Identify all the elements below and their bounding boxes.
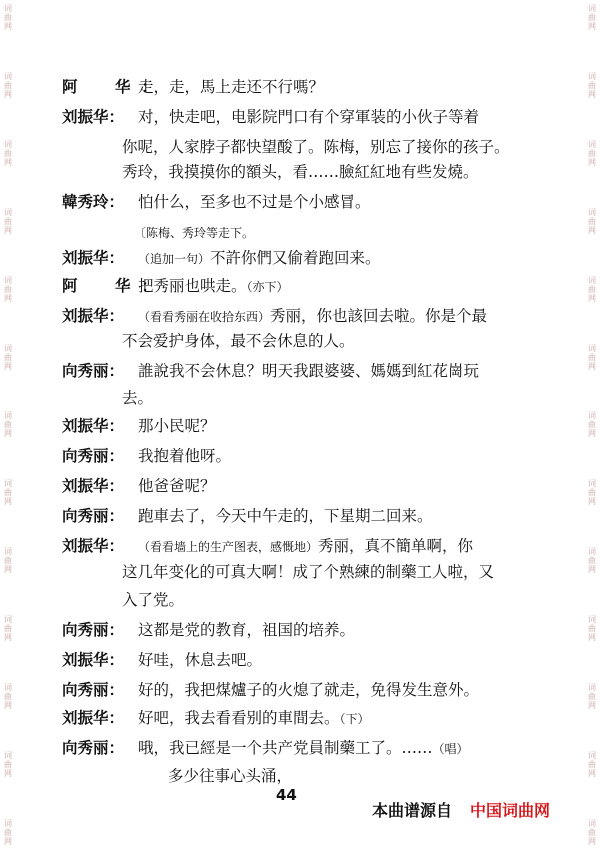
watermark-char: 词 — [588, 479, 596, 489]
watermark-char: 曲 — [4, 148, 12, 158]
continuation-line: 入了党。 — [122, 591, 185, 609]
line-text: 我抱着他呀。 — [138, 447, 232, 465]
watermark-char: 曲 — [588, 420, 596, 430]
continuation-line: 不会爱护身体，最不会休息的人。 — [122, 332, 355, 350]
watermark-char: 网 — [4, 225, 12, 235]
watermark-char: 词 — [4, 615, 12, 625]
watermark-char: 曲 — [4, 352, 12, 362]
watermark-right-column — [585, 0, 599, 850]
watermark-char: 网 — [4, 633, 12, 643]
watermark-char: 网 — [4, 565, 12, 575]
watermark-char: 曲 — [588, 13, 596, 22]
watermark-char: 词 — [4, 139, 12, 149]
watermark-char: 曲 — [588, 216, 596, 226]
watermark-mark — [585, 819, 599, 846]
line-text: 秀丽，真不簡单啊，你 — [318, 537, 474, 555]
watermark-char: 词 — [588, 411, 596, 421]
line-text: 那小民呢？ — [138, 417, 216, 435]
watermark-char: 网 — [588, 768, 596, 778]
continuation-line: 去。 — [122, 389, 154, 407]
dialogue-line — [62, 361, 479, 381]
watermark-char: 网 — [4, 836, 12, 846]
watermark-char: 曲 — [588, 284, 596, 294]
watermark-char: 词 — [588, 683, 596, 693]
speaker-name: 向秀丽： — [62, 361, 125, 380]
speaker-name: 韓秀玲： — [62, 192, 125, 211]
dialogue-line — [62, 708, 370, 729]
watermark-char: 词 — [4, 818, 12, 828]
watermark-mark — [585, 276, 599, 303]
source-credit — [372, 798, 550, 821]
line-text: 哦，我已經是一个共产党員制藥工了。…… — [138, 739, 433, 757]
watermark-char: 网 — [4, 497, 12, 507]
continuation-line: 你呢，人家脖子都快望酸了。陈梅，别忘了接你的孩子。 — [122, 138, 510, 156]
line-text: 好吧，我去看看别的車間去。 — [138, 709, 340, 727]
line-text: 把秀丽也哄走。 — [138, 277, 247, 295]
line-text: 好哇，休息去吧。 — [138, 651, 263, 669]
watermark-char: 词 — [4, 71, 12, 81]
watermark-mark — [1, 615, 15, 642]
watermark-char: 网 — [4, 157, 12, 167]
watermark-char: 词 — [588, 750, 596, 760]
line-text: 好的，我把煤爐子的火熄了就走，免得发生意外。 — [138, 681, 480, 699]
watermark-mark — [1, 411, 15, 438]
watermark-mark — [1, 4, 15, 31]
watermark-mark — [585, 208, 599, 235]
stage-direction: （唱） — [432, 742, 469, 756]
watermark-char: 词 — [4, 207, 12, 217]
watermark-mark — [585, 751, 599, 778]
watermark-char: 曲 — [4, 556, 12, 566]
watermark-char: 词 — [4, 343, 12, 353]
watermark-char: 曲 — [588, 352, 596, 362]
watermark-char: 词 — [588, 615, 596, 625]
dialogue-line — [62, 446, 231, 466]
watermark-mark — [1, 819, 15, 846]
watermark-char: 词 — [4, 750, 12, 760]
line-text: 怕什么，至多也不过是个小感冒。 — [138, 193, 371, 211]
watermark-char: 网 — [588, 157, 596, 167]
source-label: 本曲谱源自 — [372, 801, 453, 820]
watermark-mark — [585, 547, 599, 574]
speaker-name: 刘振华： — [62, 306, 125, 325]
watermark-char: 曲 — [588, 692, 596, 702]
speaker-name: 向秀丽： — [62, 738, 125, 757]
watermark-mark — [1, 547, 15, 574]
speaker-name: 向秀丽： — [62, 680, 125, 699]
dialogue-line — [62, 276, 289, 297]
watermark-char: 网 — [588, 633, 596, 643]
watermark-char: 网 — [4, 701, 12, 711]
dialogue-line — [62, 306, 487, 327]
watermark-char: 网 — [588, 565, 596, 575]
watermark-mark — [1, 276, 15, 303]
stage-direction-line: 〔陈梅、秀玲等走下。 — [134, 226, 255, 240]
line-text: 跑車去了，今天中午走的，下星期二回来。 — [138, 507, 433, 525]
dialogue-line — [62, 680, 479, 700]
watermark-left-column — [1, 0, 15, 850]
watermark-char: 网 — [4, 768, 12, 778]
watermark-mark — [1, 683, 15, 710]
dialogue-line — [62, 77, 324, 97]
watermark-char: 曲 — [588, 148, 596, 158]
watermark-char: 网 — [4, 22, 12, 31]
watermark-char: 网 — [588, 89, 596, 99]
watermark-char: 网 — [588, 293, 596, 303]
watermark-char: 曲 — [588, 759, 596, 769]
watermark-mark — [585, 72, 599, 99]
speaker-name: 刘振华： — [62, 476, 125, 495]
lyric-line: 多少往事心头涌， — [168, 767, 293, 785]
watermark-mark — [585, 615, 599, 642]
dialogue-line — [62, 416, 216, 436]
speaker-name: 向秀丽： — [62, 620, 125, 639]
line-text: 不許你們又偷着跑回来。 — [210, 249, 381, 267]
stage-direction: （下） — [339, 712, 370, 726]
watermark-char: 曲 — [4, 216, 12, 226]
line-text: 这都是党的教育，祖国的培养。 — [138, 621, 356, 639]
watermark-char: 词 — [588, 207, 596, 217]
watermark-char: 曲 — [4, 80, 12, 90]
watermark-char: 网 — [4, 89, 12, 99]
dialogue-line — [62, 476, 216, 496]
watermark-char: 曲 — [4, 284, 12, 294]
dialogue-line — [62, 506, 433, 526]
watermark-char: 词 — [4, 411, 12, 421]
watermark-char: 词 — [588, 139, 596, 149]
stage-direction: （追加一句） — [138, 252, 211, 266]
watermark-char: 曲 — [4, 420, 12, 430]
watermark-char: 曲 — [4, 759, 12, 769]
continuation-line: 这几年变化的可真大啊！成了个熟練的制藥工人啦，又 — [122, 563, 495, 581]
watermark-char: 词 — [588, 71, 596, 81]
watermark-char: 词 — [4, 547, 12, 557]
line-text: 对，快走吧，电影院門口有个穿軍装的小伙子等着 — [138, 108, 480, 126]
watermark-char: 词 — [588, 547, 596, 557]
watermark-mark — [1, 140, 15, 167]
dialogue-line — [62, 620, 355, 640]
watermark-mark — [585, 479, 599, 506]
watermark-char: 网 — [588, 497, 596, 507]
stage-direction: （亦下） — [246, 280, 289, 294]
watermark-mark — [1, 344, 15, 371]
watermark-char: 词 — [588, 343, 596, 353]
watermark-char: 曲 — [588, 827, 596, 837]
speaker-name: 刘振华： — [62, 536, 125, 555]
dialogue-line — [62, 650, 262, 670]
site-name: 中国词曲网 — [470, 801, 551, 820]
dialogue-line — [62, 192, 371, 212]
watermark-char: 曲 — [4, 692, 12, 702]
watermark-char: 网 — [4, 293, 12, 303]
speaker-name: 刘振华： — [62, 650, 125, 669]
watermark-char: 网 — [588, 361, 596, 371]
watermark-mark — [585, 4, 599, 31]
watermark-char: 曲 — [588, 488, 596, 498]
speaker-name: 刘振华： — [62, 708, 125, 727]
speaker-name: 向秀丽： — [62, 446, 125, 465]
line-text: 他爸爸呢？ — [138, 477, 216, 495]
watermark-char: 曲 — [4, 827, 12, 837]
watermark-char: 词 — [588, 818, 596, 828]
speaker-name: 刘振华： — [62, 248, 125, 267]
watermark-char: 曲 — [588, 556, 596, 566]
watermark-char: 网 — [588, 701, 596, 711]
dialogue-line — [62, 107, 479, 127]
watermark-mark — [1, 479, 15, 506]
watermark-char: 网 — [588, 22, 596, 31]
watermark-char: 词 — [4, 683, 12, 693]
watermark-char: 网 — [588, 225, 596, 235]
line-text: 走，走，馬上走还不行嗎？ — [138, 78, 325, 96]
watermark-char: 网 — [4, 361, 12, 371]
dialogue-line — [62, 248, 381, 269]
page-number: 44 — [276, 786, 297, 804]
watermark-char: 曲 — [4, 488, 12, 498]
watermark-mark — [1, 72, 15, 99]
watermark-mark — [585, 140, 599, 167]
speaker-name: 向秀丽： — [62, 506, 125, 525]
dialogue-line — [62, 738, 469, 759]
continuation-line: 秀玲，我摸摸你的額头，看……臉紅紅地有些发燒。 — [122, 163, 479, 181]
watermark-char: 网 — [588, 429, 596, 439]
stage-direction: （看看秀丽在收拾东西） — [138, 310, 271, 324]
watermark-char: 曲 — [4, 624, 12, 634]
watermark-char: 网 — [588, 836, 596, 846]
speaker-name: 阿 华： — [62, 77, 169, 96]
watermark-mark — [585, 683, 599, 710]
watermark-mark — [1, 208, 15, 235]
watermark-mark — [1, 751, 15, 778]
watermark-char: 词 — [4, 479, 12, 489]
line-text: 誰說我不会休息？明天我跟婆婆、媽媽到紅花崗玩 — [138, 362, 480, 380]
watermark-char: 词 — [588, 4, 596, 13]
line-text: 秀丽，你也該回去啦。你是个最 — [270, 307, 488, 325]
dialogue-line — [62, 536, 473, 557]
speaker-name: 刘振华： — [62, 107, 125, 126]
watermark-char: 网 — [4, 429, 12, 439]
speaker-name: 阿 华： — [62, 276, 169, 295]
watermark-char: 曲 — [4, 13, 12, 22]
watermark-char: 词 — [4, 4, 12, 13]
watermark-char: 曲 — [588, 80, 596, 90]
watermark-mark — [585, 344, 599, 371]
watermark-mark — [585, 411, 599, 438]
speaker-name: 刘振华： — [62, 416, 125, 435]
watermark-char: 曲 — [588, 624, 596, 634]
watermark-char: 词 — [588, 275, 596, 285]
stage-direction: （看看墙上的生产图表，感慨地） — [138, 540, 319, 554]
watermark-char: 词 — [4, 275, 12, 285]
